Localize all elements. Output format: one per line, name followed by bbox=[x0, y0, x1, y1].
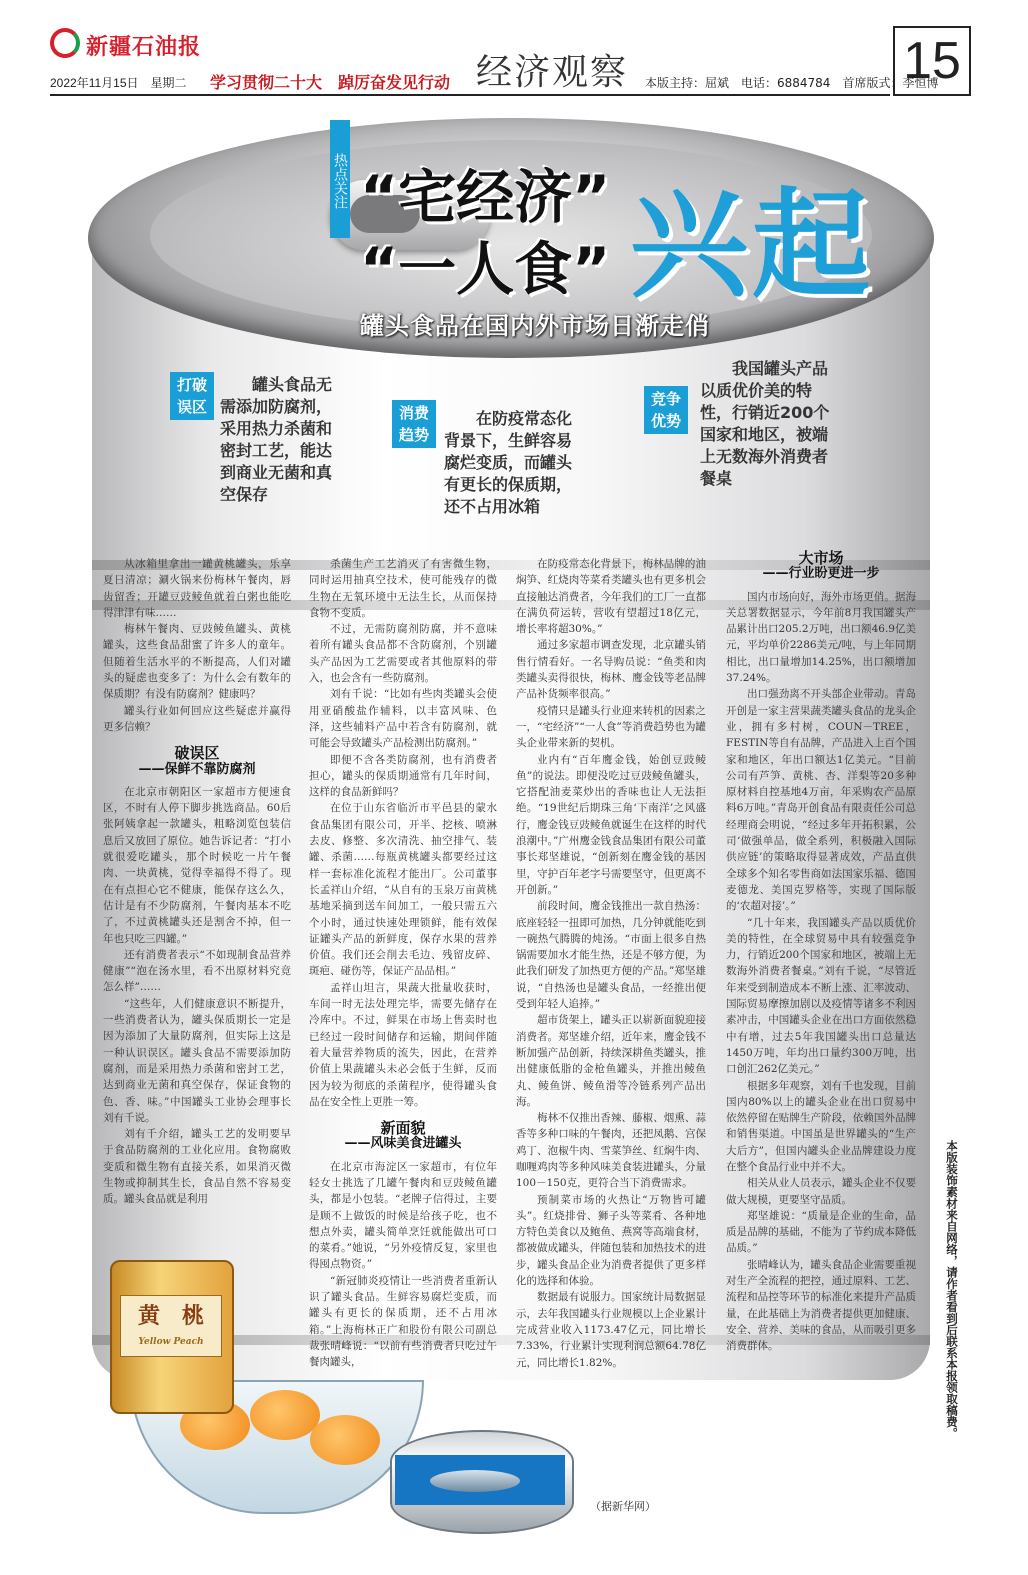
paragraph: 还有消费者表示“不如现制食品营养健康”“泡在汤水里，看不出原材料究竟怎么样”…… bbox=[103, 948, 291, 994]
paragraph: 不过，无需防腐剂防腐，并不意味着所有罐头食品都不含防腐剂，个别罐头产品因为工艺需要或者其他原料的带入，也会含有一些防腐剂。 bbox=[309, 623, 497, 685]
paragraph: 即便不含各类防腐剂，也有消费者担心，罐头的保质期通常有几年时间，这样的食品新鲜吗？ bbox=[309, 753, 497, 799]
highlight-tag: 消费趋势 bbox=[392, 400, 436, 448]
paragraph: 梅林不仅推出香辣、藤椒、烟熏、蒜香等多种口味的午餐肉，还把凤鹅、宫保鸡丁、泡椒牛肉、雪菜笋丝、红焖牛肉、咖喱鸡肉等多种风味美食装进罐头，分量100－150克，更符合当下消费需求。 bbox=[516, 1112, 706, 1190]
section-subtitle: ——保鲜不靠防腐剂 bbox=[138, 761, 256, 777]
paragraph: 相关从业人员表示，罐头企业不仅要做大规模，更要坚守品质。 bbox=[726, 1177, 916, 1206]
paragraph: “这些年，人们健康意识不断提升，一些消费者认为，罐头保质期长一定是因为添加了大量防腐剂，但实际上这是一种认识误区。罐头食品不需要添加防腐剂，而是采用热力杀菌和密封工艺，达到商业无菌和真空保存，保证食物的色、香、味。”中国罐头工业协会理事长刘有千说。 bbox=[103, 997, 291, 1124]
logo-icon bbox=[50, 28, 80, 58]
paragraph: 在北京市朝阳区一家超市方便速食区，不时有人停下脚步挑选商品。60后张阿姨拿起一款罐头，粗略浏览包装信息后又放回了原位。她告诉记者：“打小就很爱吃罐头，那个时候吃一片午餐肉、一块黄桃，觉得幸福得不得了。现在有点担心它不健康，能保存这么久，估计是有不少防腐剂，午餐肉基本不吃了，不过黄桃罐头还是割舍不掉，但一年也只吃三四罐。” bbox=[103, 785, 291, 945]
paragraph: 超市货架上，罐头正以崭新面貌迎接消费者。郑坚雄介绍，近年来，鹰金钱不断加强产品创新，持续深耕鱼类罐头，推出健康低脂的金枪鱼罐头，并推出鲮鱼丸、鲮鱼饼、鲮鱼滑等冷链系列产品出海。 bbox=[516, 1014, 706, 1108]
section-title: 大市场 bbox=[798, 549, 844, 567]
section-heading bbox=[309, 1120, 497, 1153]
section-title: 经济观察 bbox=[476, 52, 629, 93]
fish-icon bbox=[430, 1470, 520, 1492]
headline-line2: “一人食” bbox=[360, 235, 611, 303]
paragraph: 出口强劲离不开头部企业带动。青岛开创是一家主营果蔬类罐头食品的龙头企业，拥有多村树，COUN－TREE，FESTIN等自有品牌，产品进入上百个国家和地区，年出口额达1亿美元。“目前公司有芦笋、黄桃、杏、洋梨等20多种原材料自控基地4万亩，年采购农产品原料6万吨。”青岛开创食品有限责任公司总经理商会明说，“经过多年开拓积累，公司‘做强单品，做全系列，积极融入国际供应链’的策略取得显著成效，产品直供全球多个知名零售商如法国家乐福、德国麦德龙、美国克罗格等，实现了国际版的‘农超对接’。” bbox=[726, 688, 916, 913]
section-title: 新面貌 bbox=[380, 1119, 426, 1138]
paragraph: 刘有千说：“比如有些肉类罐头会使用亚硝酸盐作辅料，以丰富风味、色泽，这些辅料产品中若含有防腐剂，就可能会导致罐头产品检测出防腐剂。” bbox=[309, 688, 497, 750]
headline-subtitle: 罐头食品在国内外市场日渐走俏 bbox=[360, 312, 710, 340]
headline-line1: “宅经济” bbox=[360, 163, 611, 231]
header-slogan: 学习贯彻二十大 踔厉奋发见行动 bbox=[210, 73, 451, 92]
highlight-text: 我国罐头产品以质优价美的特性，行销近200个国家和地区，被端上无数海外消费者餐桌 bbox=[700, 359, 830, 488]
issue-date: 2022年11月15日 星期二 bbox=[50, 76, 187, 90]
paragraph: 张晴峰认为，罐头食品企业需要重视对生产全流程的把控，通过原料、工艺、流程和品控等环节的标准化来提升产品质量，在此基础上为消费者提供更加健康、安全、营养、美味的食品，从而吸引更多消费群体。 bbox=[726, 1258, 916, 1353]
paragraph: 罐头行业如何回应这些疑虑并赢得更多信赖？ bbox=[103, 704, 291, 733]
paragraph: 疫情只是罐头行业迎来转机的因素之一，“宅经济”“一人食”等消费趋势也为罐头企业带来新的契机。 bbox=[516, 704, 706, 750]
side-note: 本版装饰素材来自网络，请作者看到后联系本报领取稿费。 bbox=[945, 1140, 959, 1439]
paragraph: “新冠肺炎疫情让一些消费者重新认识了罐头食品。生鲜容易腐烂变质，而罐头有更长的保质期，还不占用冰箱。”上海梅林正广和股份有限公司副总裁张晴峰说：“以前有些消费者只吃过午餐肉罐头， bbox=[309, 1274, 497, 1369]
hot-topic-tag: 热点关注 bbox=[330, 120, 350, 238]
can-label-en: Yellow Peach bbox=[138, 1337, 204, 1347]
article-column-1 bbox=[103, 556, 291, 1208]
peach-icon bbox=[250, 1390, 320, 1440]
article-column-3 bbox=[516, 556, 706, 1371]
paragraph: 业内有“百年鹰金钱，始创豆豉鲮鱼”的说法。即便没吃过豆豉鲮鱼罐头，它搭配油麦菜炒出的香味也让人无法拒绝。“19世纪后期珠三角‘下南洋’之风盛行，鹰金钱豆豉鲮鱼就诞生在这样的时代浪潮中。”广州鹰金钱食品集团有限公司董事长郑坚雄说，“创新刻在鹰金钱的基因里，守护百年老字号需要坚守，但更离不开创新。” bbox=[516, 753, 706, 896]
newspaper-logo: 新疆石油报 bbox=[86, 34, 202, 60]
article-column-2 bbox=[309, 556, 497, 1371]
paragraph: 数据最有说服力。国家统计局数据显示，去年我国罐头行业规模以上企业累计完成营业收入1173.47亿元，同比增长7.33%，行业累计实现利润总额64.78亿元，同比增长1.82%。 bbox=[516, 1291, 706, 1369]
paragraph: 杀菌生产工艺消灭了有害微生物，同时运用抽真空技术，使可能残存的微生物在无氧环境中无法生长，从而保持食物不变质。 bbox=[309, 558, 497, 619]
section-subtitle: ——风味美食进罐头 bbox=[344, 1136, 462, 1152]
section-title: 破误区 bbox=[174, 744, 220, 763]
paragraph: “几十年来，我国罐头产品以质优价美的特性，在全球贸易中具有较强竞争力，行销近200个国家和地区，被端上无数海外消费者餐桌。”刘有千说，“尽管近年来受到制造成本不断上涨、汇率波动、国际贸易摩擦加剧以及疫情等诸多不利因素冲击，中国罐头企业在出口方面依然稳中有增，过去5年我国罐头出口总量达1450万吨，年均出口量约300万吨，出口创汇262亿美元。” bbox=[726, 916, 916, 1076]
header-rule bbox=[50, 94, 890, 96]
paragraph: 孟祥山坦言，果蔬大批量收获时，车间一时无法处理完毕，需要先储存在冷库中。不过，鲜果在市场上售卖时也已经过一段时间储存和运输，期间伴随着大量营养物质的流失，因此，在营养价值上果蔬罐头未必会低于生鲜，反而因为较为彻底的杀菌程序，使得罐头食品在安全性上更胜一筹。 bbox=[309, 981, 497, 1108]
paragraph: 在北京市海淀区一家超市，有位年轻女士挑选了几罐午餐肉和豆豉鲮鱼罐头，都是小包装。“老牌子信得过，主要是顾不上做饭的时候是给孩子吃，也不想点外卖，罐头简单烹饪就能做出可口的菜肴。”她说，“另外疫情反复，家里也得囤点物资。” bbox=[309, 1160, 497, 1271]
highlight-text: 在防疫常态化背景下，生鲜容易腐烂变质，而罐头有更长的保质期，还不占用冰箱 bbox=[444, 409, 573, 516]
section-heading bbox=[726, 550, 916, 583]
editor-info: 本版主持：屈斌 电话：6884784 首席版式：李恒博 bbox=[645, 76, 939, 90]
highlight-tag: 打破误区 bbox=[170, 372, 214, 420]
paragraph: 通过多家超市调查发现，北京罐头销售行情看好。一名导购员说：“鱼类和肉类罐头卖得很快，梅林、鹰金钱等老品牌产品补货频率很高。” bbox=[516, 639, 706, 701]
paragraph: 在位于山东省临沂市平邑县的蒙水食品集团有限公司，开半、挖核、喷淋去皮、修整、多次清洗、抽空排气、装罐、杀菌……每瓶黄桃罐头都要经过这样一套标准化流程才能出厂。公司董事长孟祥山介绍，“从自有的玉泉万亩黄桃基地采摘到送车间加工，一般只需五六个小时，通过快速处理锁鲜，能有效保证罐头产品的新鲜度，保存水果的营养价值。我们还会削去毛边、残留皮碎、斑疤、碰伤等，保证产品品相。” bbox=[309, 802, 497, 978]
highlight-tag: 竞争优势 bbox=[644, 386, 688, 434]
section-heading bbox=[103, 745, 291, 778]
paragraph: 在防疫常态化背景下，梅林品牌的油焖笋、红烧肉等菜肴类罐头也有更多机会直接触达消费者，今年我们的工厂一直都在满负荷运转，营收有望超过18亿元，增长率将超30%。” bbox=[516, 558, 706, 636]
paragraph: 从冰箱里拿出一罐黄桃罐头，乐享夏日清凉；涮火锅来份梅林午餐肉，唇齿留香；开罐豆豉鲮鱼就着白粥也能吃得津津有味…… bbox=[103, 558, 291, 619]
paragraph: 前段时间，鹰金钱推出一款自热汤：底座轻轻一扭即可加热，几分钟就能吃到一碗热气腾腾的炖汤。“市面上很多自热锅需要加水才能生热，还是不够方便，为此我们研发了加热更方便的产品。”郑坚雄说，“自热汤也是罐头食品，一经推出便受到年轻人追捧。” bbox=[516, 900, 706, 1011]
paragraph: 国内市场向好，海外市场更俏。据海关总署数据显示，今年前8月我国罐头产品累计出口205.2万吨，出口额46.9亿美元，平均单价2286美元/吨，与上年同期相比，出口量增加14.25%，出口额增加37.24%。 bbox=[726, 590, 916, 685]
headline-big: 兴起 bbox=[630, 176, 875, 314]
source-credit: （据新华网） bbox=[590, 1500, 656, 1513]
paragraph: 预制菜市场的火热让“万物皆可罐头”。红烧排骨、狮子头等菜肴、各种地方特色美食以及鲍鱼、燕窝等高端食材，都被做成罐头，伴随包装和加热技术的进步，罐头食品企业为消费者提供了更多样化的选择和体验。 bbox=[516, 1193, 706, 1288]
section-subtitle: ——行业盼更进一步 bbox=[762, 566, 880, 582]
paragraph: 刘有千介绍，罐头工艺的发明要早于食品防腐剂的工业化应用。食物腐败变质和微生物有直接关系，如果消灭微生物或抑制其生长，食品自然不容易变质。罐头食品就是利用 bbox=[103, 1128, 291, 1206]
page-number: 15 bbox=[893, 26, 971, 96]
peach-can-label bbox=[120, 1295, 222, 1357]
paragraph: 根据多年观察，刘有千也发现，目前国内80%以上的罐头企业在出口贸易中依然停留在贴牌生产阶段，依赖国外品牌和销售渠道。中国虽是世界罐头的“生产大后方”，但国内罐头企业品牌建设力度在整个食品行业中并不大。 bbox=[726, 1079, 916, 1173]
can-label-text: 黄 桃 bbox=[137, 1303, 204, 1329]
highlight-text: 罐头食品无需添加防腐剂，采用热力杀菌和密封工艺，能达到商业无菌和真空保存 bbox=[220, 375, 333, 504]
paragraph: 郑坚雄说：“质量是企业的生命，品质是品牌的基础，不能为了节约成本降低品质。” bbox=[726, 1209, 916, 1255]
article-column-4 bbox=[726, 550, 916, 1355]
peach-icon bbox=[310, 1415, 380, 1465]
paragraph: 梅林午餐肉、豆豉鲮鱼罐头、黄桃罐头，这些食品甜蜜了许多人的童年。但随着生活水平的不断提高，人们对罐头的疑虑也变多了：为什么会有数年的保质期？有没有防腐剂？健康吗？ bbox=[103, 623, 291, 701]
